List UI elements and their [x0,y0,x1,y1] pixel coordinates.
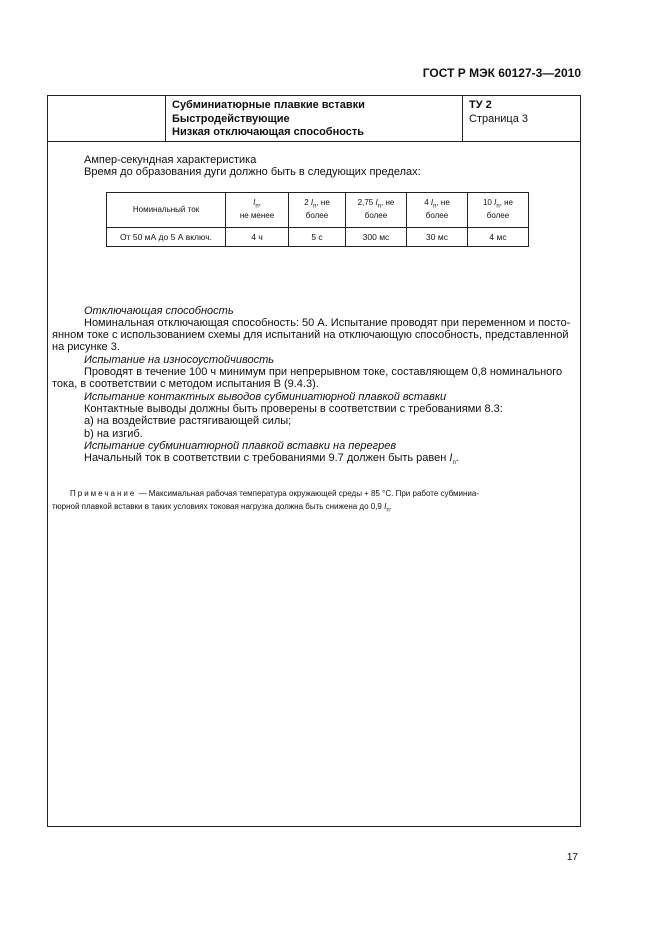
terminals-text: Контактные выводы должны быть проверены в соответствии с требованиями 8.3: [84,402,503,415]
title-block [48,96,580,142]
table-header-cell: Номинальный ток [107,192,226,227]
terminals-item-b: b) на изгиб. [84,427,143,440]
standard-header: ГОСТ Р МЭК 60127-3—2010 [422,66,581,80]
title-line-1: Субминиатюрные плавкие вставки [172,99,365,111]
table-cell: 30 мс [407,227,468,246]
endurance-text-1: Проводят в течение 100 ч минимум при непрерывном токе, составляющем 0,8 номинального [84,366,563,379]
overheat-heading: Испытание субминиатюрной плавкой вставки на перегрев [84,439,397,452]
title-block-tu [463,96,580,141]
intro-line-1: Ампер-секундная характеристика [84,154,257,166]
breaking-capacity-text-1: Номинальная отключающая способность: 50 А. Испытание проводят при переменном и посто- [84,316,571,329]
table-header-row [107,192,529,227]
endurance-text-2: тока, в соответствии с методом испытания В (9.4.3). [52,378,319,391]
table-header-cell: 2 $I_n$, не более [289,192,346,227]
terminals-heading: Испытание контактных выводов субминиатюрной плавкой вставки [84,390,447,403]
page-number: 17 [566,852,578,863]
time-current-table [106,192,529,247]
table-cell: 4 ч [226,227,289,246]
tu-page: Страница 3 [469,112,529,125]
table-cell: 300 мс [346,227,407,246]
table-header-cell: 4 $I_n$, не более [407,192,468,227]
breaking-capacity-text-3: на рисунке 3. [52,341,120,354]
title-block-blank-cell [48,96,166,141]
title-line-3: Низкая отключающая способность [172,126,365,138]
table-cell: 4 мс [468,227,529,246]
terminals-item-a: а) на воздействие растягивающей силы; [84,415,292,428]
table-header-cell: 10 $I_n$, не более [468,192,529,227]
tu-label: ТУ 2 [469,99,492,111]
table-header-cell: 2,75 $I_n$, не более [346,192,407,227]
table-header-cell: $I_n$, не менее [226,192,289,227]
endurance-heading: Испытание на износоустойчивость [84,353,275,366]
breaking-capacity-heading: Отключающая способность [84,304,234,317]
note-text-2: тюрной плавкой вставки в таких условиях токовая нагрузка должна быть снижена до 0,9 $I_n$. [52,501,392,514]
page-frame [47,95,581,827]
intro-line-2: Время до образования дуги должно быть в следующих пределах: [84,166,421,179]
note-label: Примечание [70,488,137,498]
note [52,487,574,518]
table-row [107,227,529,246]
title-block-title [166,96,463,141]
breaking-capacity-text-2: янном токе с использованием схемы для испытаний на отключающую способность, представленной [52,329,569,342]
overheat-text: Начальный ток в соответствии с требованиями 9.7 должен быть равен $I_n$. [84,452,459,467]
title-line-2: Быстродействующие [172,112,290,125]
note-text-1: — Максимальная рабочая температура окружающей среды + 85 °С. При работе субминиа- [136,488,479,498]
body-content [48,142,580,517]
table-cell: 5 с [289,227,346,246]
table-cell: От 50 мА до 5 А включ. [107,227,226,246]
